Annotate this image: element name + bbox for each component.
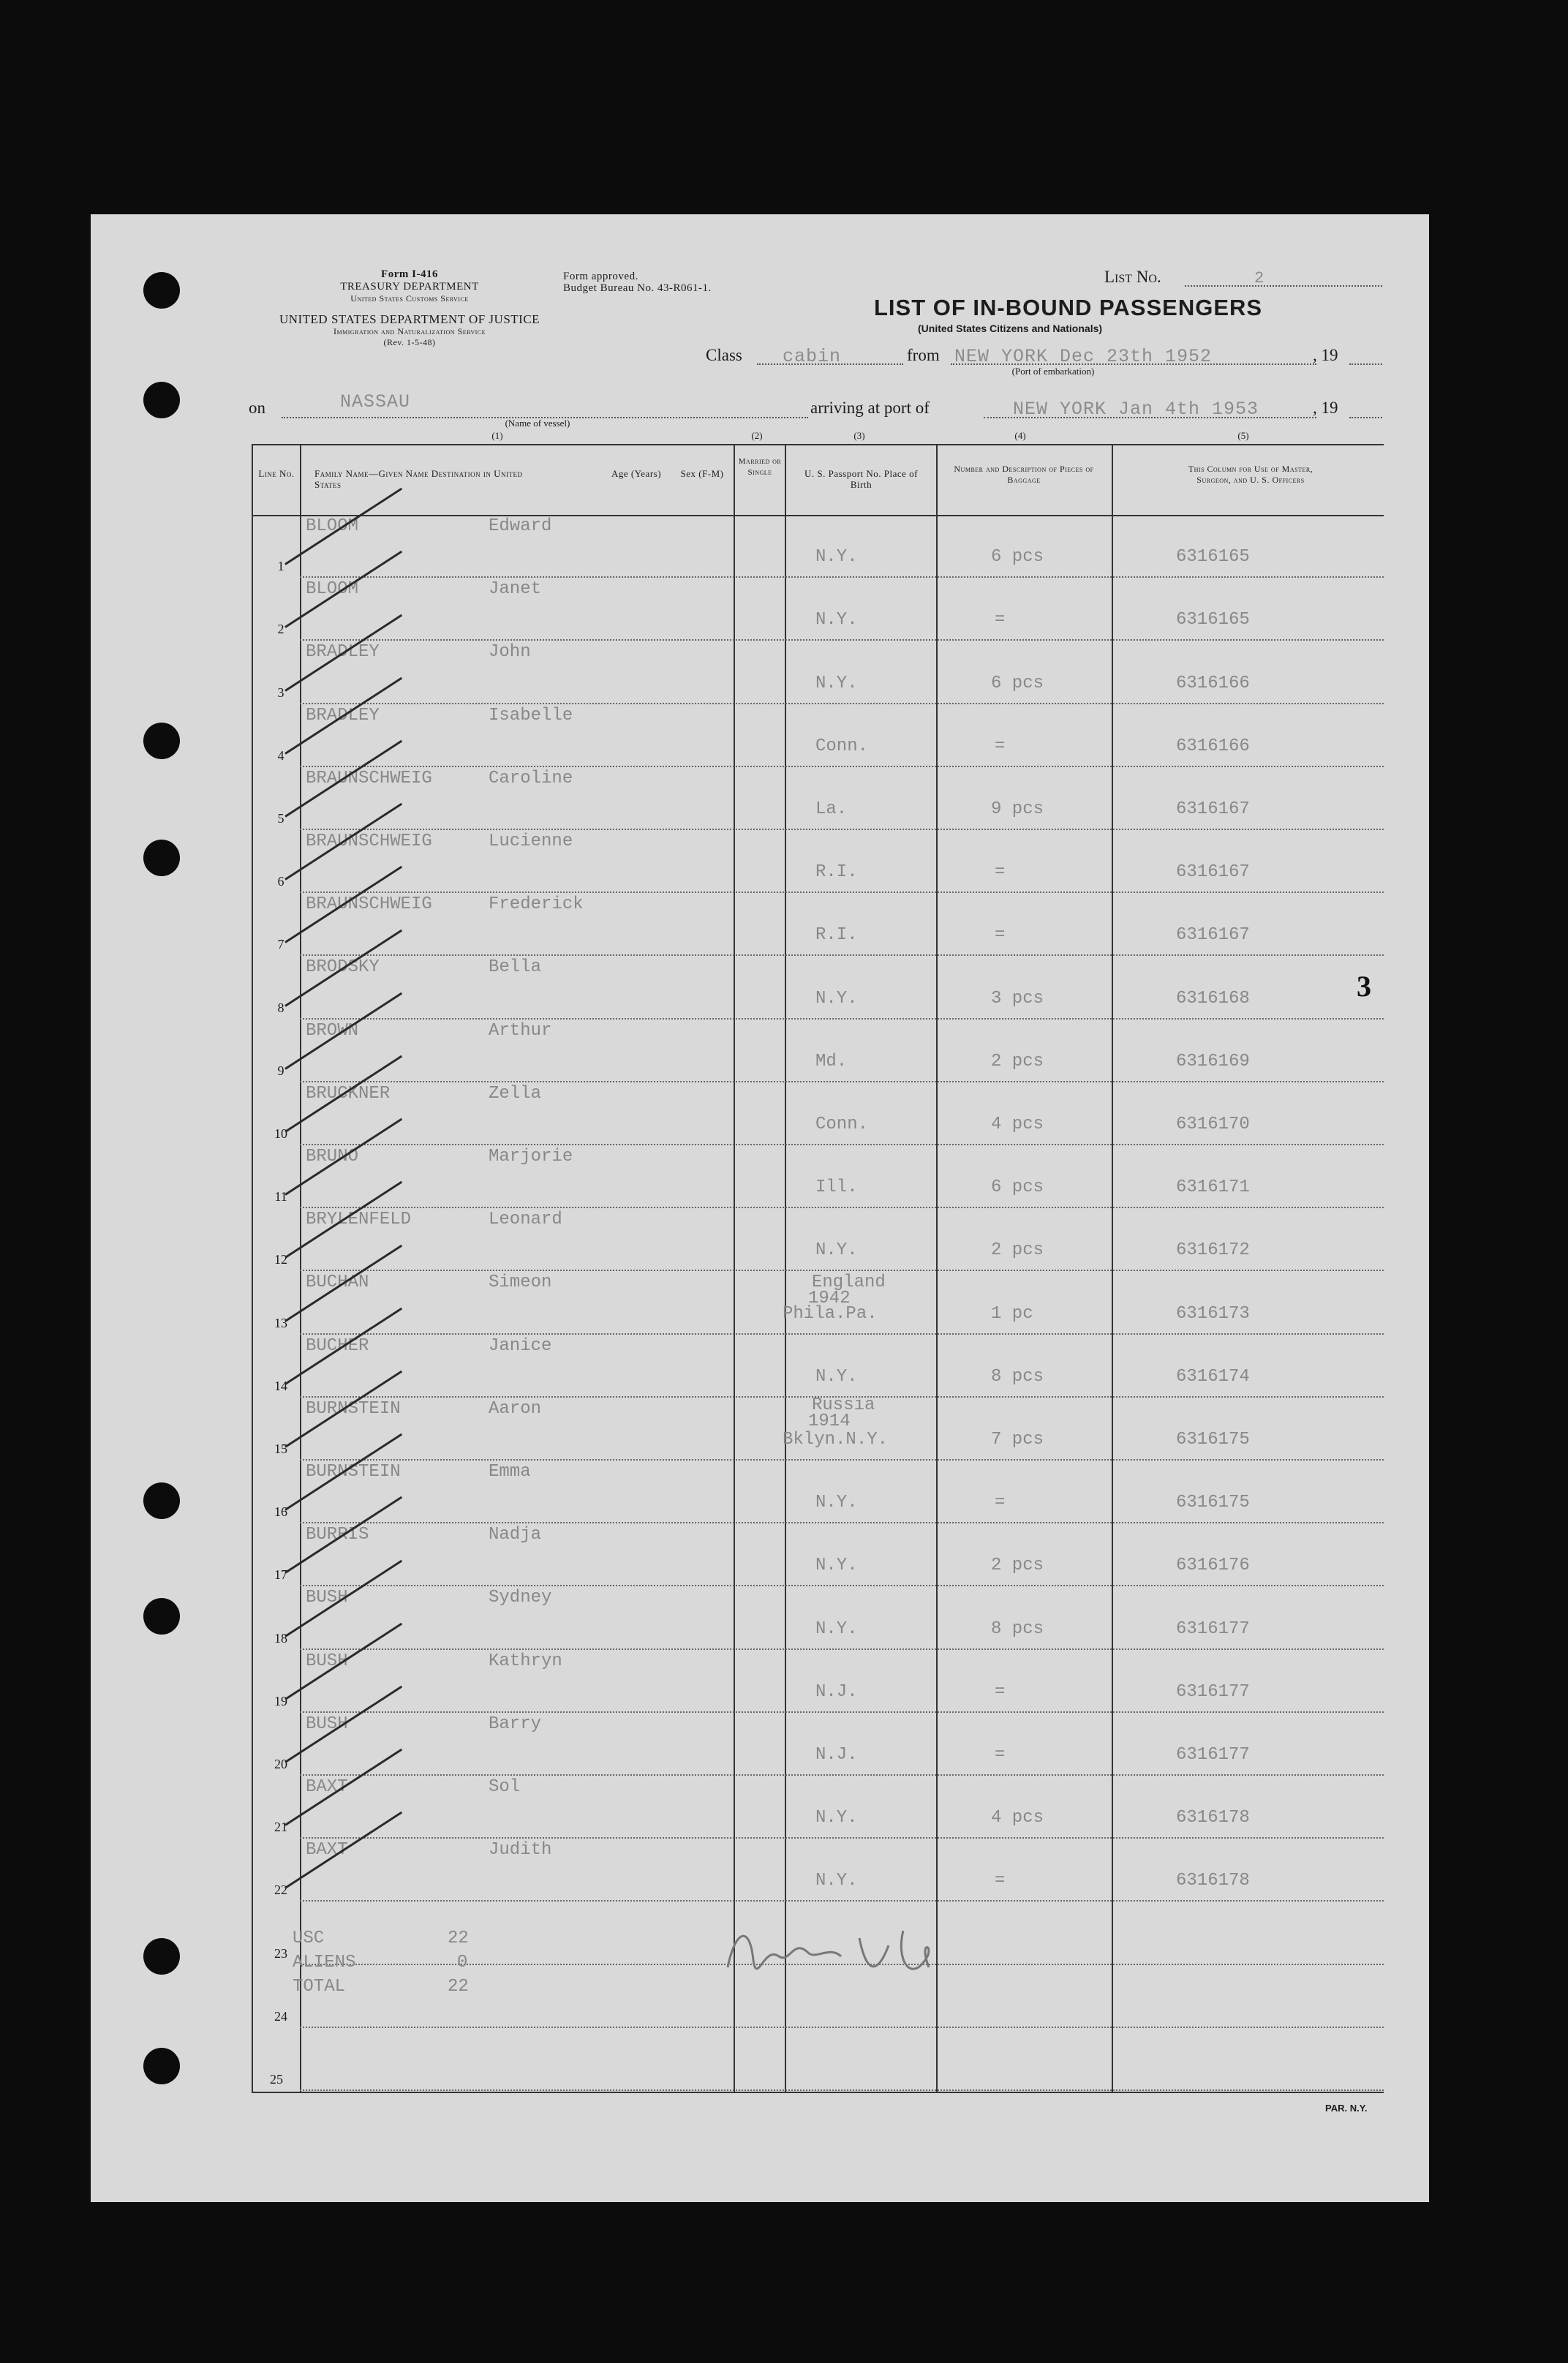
officer-number: 6316177 (1176, 1618, 1250, 1639)
line-number: 13 (274, 1315, 287, 1330)
row-divider (300, 639, 1384, 641)
col-divider (1112, 444, 1113, 2093)
baggage: = (995, 1745, 1006, 1765)
given-name: Janice (489, 1335, 552, 1356)
list-no-line (1185, 285, 1382, 287)
header-passport: U. S. Passport No. Place of Birth (804, 468, 919, 490)
footer-printer: PAR. N.Y. (1325, 2103, 1368, 2114)
arriving-value: NEW YORK Jan 4th 1953 (1013, 399, 1259, 420)
family-name: BRAUNSCHWEIG (306, 832, 432, 851)
family-name: BRAUNSCHWEIG (306, 768, 432, 788)
officer-number: 6316167 (1176, 862, 1250, 883)
totals-aliens-label: ALIENS (293, 1953, 356, 1972)
place-of-birth: La. (815, 799, 848, 819)
officer-number: 6316175 (1176, 1430, 1250, 1450)
line-number: 4 (277, 747, 284, 763)
officer-number: 6316165 (1176, 610, 1250, 630)
port-embarkation-caption: (Port of embarkation) (1011, 366, 1095, 377)
line-number: 10 (274, 1126, 287, 1141)
officer-number: 6316166 (1176, 736, 1250, 756)
place-of-birth: Conn. (815, 736, 869, 756)
family-name: BUSH (306, 1588, 348, 1608)
row-divider (300, 1774, 1384, 1776)
colnum-3: (3) (853, 430, 865, 441)
row-divider (300, 829, 1384, 830)
row-divider (300, 1081, 1384, 1082)
signature-scribble (720, 1916, 962, 1997)
row-divider (300, 703, 1384, 704)
baggage: = (995, 1871, 1006, 1891)
row-divider (300, 892, 1384, 893)
place-of-birth: N.Y. (815, 1493, 858, 1513)
vessel-caption: (Name of vessel) (505, 418, 570, 429)
place-of-birth: N.Y. (815, 1366, 858, 1387)
row-divider (300, 1648, 1384, 1650)
punch-hole (143, 1598, 180, 1635)
line-number: 12 (274, 1252, 287, 1267)
row-divider (300, 1207, 1384, 1208)
family-name: BURNSTEIN (306, 1398, 401, 1419)
row-divider (300, 766, 1384, 767)
family-name: BRAUNSCHWEIG (306, 894, 432, 915)
table-top-border (252, 444, 1384, 445)
family-name: BLOOM (306, 579, 359, 600)
place-of-birth: N.Y. (815, 547, 858, 568)
totals-usc-label: USC (293, 1929, 325, 1948)
birth-extra-england: England (812, 1273, 886, 1292)
family-name: BRUCKNER (306, 1083, 391, 1104)
family-name: BRADLEY (306, 705, 380, 726)
family-name: BAXT (306, 1840, 348, 1861)
baggage: 6 pcs (991, 547, 1044, 568)
baggage: = (995, 1493, 1006, 1513)
place-of-birth: Ill. (815, 1177, 858, 1198)
totals-total-value: 22 (448, 1977, 469, 1997)
class-label: Class (706, 346, 742, 364)
margin-number: 3 (1357, 970, 1371, 1003)
baggage: 8 pcs (991, 1618, 1044, 1639)
line-number: 5 (277, 811, 284, 826)
officer-number: 6316173 (1176, 1303, 1250, 1324)
line-number: 2 (277, 622, 284, 637)
officer-number: 6316174 (1176, 1366, 1250, 1387)
line-number: 15 (274, 1441, 287, 1456)
col-divider (785, 444, 786, 2093)
baggage: = (995, 736, 1006, 756)
form-approved: Form approved. (563, 271, 638, 282)
line-number: 16 (274, 1504, 287, 1520)
place-of-birth: Bklyn.N.Y. (783, 1430, 889, 1450)
totals-aliens-value: 0 (457, 1953, 468, 1972)
header-sex: Sex (F-M) (680, 468, 724, 479)
given-name: Arthur (489, 1020, 552, 1041)
punch-hole (143, 840, 180, 876)
punch-hole (143, 1938, 180, 1975)
baggage: 1 pc (991, 1303, 1033, 1324)
birth-extra-1942: 1942 (808, 1289, 851, 1308)
place-of-birth: Md. (815, 1051, 848, 1071)
officer-number: 6316166 (1176, 673, 1250, 693)
baggage: = (995, 1681, 1006, 1702)
family-name: BURRIS (306, 1525, 369, 1545)
punch-hole (143, 382, 180, 418)
line-number: 25 (270, 2072, 283, 2087)
officer-number: 6316178 (1176, 1871, 1250, 1891)
given-name: Leonard (489, 1210, 562, 1230)
family-name: BUCHAN (306, 1273, 369, 1293)
budget-bureau: Budget Bureau No. 43-R061-1. (563, 282, 712, 294)
customs-service: United States Customs Service (350, 293, 469, 304)
row-divider (300, 954, 1384, 956)
line-number: 3 (277, 685, 284, 700)
header-name: Family Name—Given Name Destination in United States (314, 468, 523, 490)
punch-hole (143, 723, 180, 759)
from-year-suffix: , 19 (1313, 346, 1338, 364)
line-number: 24 (274, 2008, 287, 2024)
row-divider (300, 1144, 1384, 1145)
baggage: 3 pcs (991, 988, 1044, 1009)
arriving-label: arriving at port of (810, 399, 930, 417)
baggage: 4 pcs (991, 1808, 1044, 1828)
row-divider (300, 576, 1384, 578)
row-divider (300, 1585, 1384, 1586)
officer-number: 6316165 (1176, 547, 1250, 568)
place-of-birth: Phila.Pa. (783, 1303, 878, 1324)
header-married: Married or Single (738, 457, 782, 477)
col-divider (936, 444, 938, 2093)
baggage: 8 pcs (991, 1366, 1044, 1387)
col-divider (734, 444, 735, 2093)
place-of-birth: N.Y. (815, 1871, 858, 1891)
from-label: from (907, 346, 940, 364)
officer-number: 6316176 (1176, 1556, 1250, 1576)
family-name: BRODSKY (306, 957, 380, 978)
officer-number: 6316175 (1176, 1493, 1250, 1513)
baggage: = (995, 610, 1006, 630)
header-age: Age (Years) (611, 468, 662, 479)
given-name: Frederick (489, 894, 584, 915)
totals-usc-value: 22 (448, 1929, 469, 1948)
table-header-border (252, 515, 1384, 516)
given-name: Isabelle (489, 705, 573, 726)
punch-hole (143, 2048, 180, 2084)
officer-number: 6316178 (1176, 1808, 1250, 1828)
justice-dept: UNITED STATES DEPARTMENT OF JUSTICE (279, 312, 540, 326)
given-name: Lucienne (489, 832, 573, 851)
class-value: cabin (783, 346, 842, 367)
on-label: on (249, 399, 265, 417)
given-name: Nadja (489, 1525, 542, 1545)
place-of-birth: N.Y. (815, 1556, 858, 1576)
officer-number: 6316168 (1176, 988, 1250, 1009)
family-name: BROWN (306, 1020, 359, 1041)
place-of-birth: N.J. (815, 1745, 858, 1765)
baggage: = (995, 925, 1006, 946)
form-revision: (Rev. 1-5-48) (383, 337, 436, 347)
from-year-line (1349, 363, 1382, 365)
colnum-5: (5) (1237, 430, 1249, 441)
col-divider (252, 444, 253, 2093)
from-value: NEW YORK Dec 23th 1952 (954, 346, 1213, 367)
given-name: Caroline (489, 768, 573, 788)
row-divider (300, 1018, 1384, 1020)
baggage: 9 pcs (991, 799, 1044, 819)
family-name: BUSH (306, 1714, 348, 1734)
form-title: LIST OF IN-BOUND PASSENGERS (874, 295, 1263, 320)
place-of-birth: R.I. (815, 925, 858, 946)
family-name: BRUNO (306, 1147, 359, 1167)
table-bottom-border (252, 2092, 1384, 2093)
given-name: Sol (489, 1777, 521, 1797)
arriving-year-line (1349, 417, 1382, 418)
line-number: 19 (274, 1693, 287, 1708)
line-number: 6 (277, 874, 284, 889)
form-number: Form I-416 (381, 268, 438, 280)
row-divider (300, 1711, 1384, 1713)
birth-extra-russia: Russia (812, 1395, 875, 1415)
row-divider (300, 1522, 1384, 1523)
vessel-value: NASSAU (340, 391, 411, 412)
colnum-4: (4) (1014, 430, 1026, 441)
place-of-birth: N.J. (815, 1681, 858, 1702)
line-number: 22 (274, 1883, 287, 1898)
officer-number: 6316172 (1176, 1240, 1250, 1261)
row-divider (300, 1837, 1384, 1839)
place-of-birth: R.I. (815, 862, 858, 883)
colnum-1: (1) (491, 430, 503, 441)
line-number: 20 (274, 1757, 287, 1771)
officer-number: 6316177 (1176, 1681, 1250, 1702)
place-of-birth: N.Y. (815, 988, 858, 1009)
given-name: Janet (489, 579, 542, 600)
baggage: 6 pcs (991, 1177, 1044, 1198)
birth-extra-1914: 1914 (808, 1412, 851, 1431)
line-number: 9 (277, 1063, 284, 1078)
officer-number: 6316167 (1176, 925, 1250, 946)
given-name: Aaron (489, 1398, 542, 1419)
treasury-dept: TREASURY DEPARTMENT (340, 281, 479, 293)
baggage: = (995, 862, 1006, 883)
header-line-no: Line No. (258, 468, 295, 479)
line-number: 1 (277, 559, 284, 574)
given-name: Kathryn (489, 1651, 562, 1671)
given-name: Barry (489, 1714, 542, 1734)
family-name: BURNSTEIN (306, 1462, 401, 1482)
baggage: 6 pcs (991, 673, 1044, 693)
place-of-birth: N.Y. (815, 1808, 858, 1828)
list-no-label: List No. (1104, 268, 1161, 286)
place-of-birth: N.Y. (815, 1240, 858, 1261)
family-name: BUCHER (306, 1335, 369, 1356)
place-of-birth: N.Y. (815, 673, 858, 693)
baggage: 2 pcs (991, 1240, 1044, 1261)
colnum-2: (2) (751, 430, 763, 441)
totals-total-label: TOTAL (293, 1977, 346, 1997)
form-subtitle: (United States Citizens and Nationals) (918, 323, 1103, 334)
line-number: 14 (274, 1378, 287, 1393)
officer-number: 6316167 (1176, 799, 1250, 819)
given-name: Emma (489, 1462, 531, 1482)
row-divider (300, 1459, 1384, 1461)
given-name: John (489, 642, 531, 663)
given-name: Edward (489, 516, 552, 536)
family-name: BAXT (306, 1777, 348, 1797)
row-divider (300, 1900, 1384, 1902)
row-divider (300, 1333, 1384, 1335)
header-officers: This Column for Use of Master, Surgeon, and U. S. Officers (1188, 464, 1313, 485)
officer-number: 6316169 (1176, 1051, 1250, 1071)
given-name: Simeon (489, 1273, 552, 1293)
given-name: Zella (489, 1083, 542, 1104)
line-number: 21 (274, 1820, 287, 1835)
arriving-year-suffix: , 19 (1313, 399, 1338, 417)
line-number: 11 (274, 1189, 287, 1205)
line-number: 7 (277, 937, 284, 952)
line-number: 23 (274, 1945, 287, 1961)
officer-number: 6316177 (1176, 1745, 1250, 1765)
baggage: 2 pcs (991, 1556, 1044, 1576)
baggage: 2 pcs (991, 1051, 1044, 1071)
col-divider (300, 444, 301, 2093)
place-of-birth: Conn. (815, 1115, 869, 1134)
place-of-birth: N.Y. (815, 610, 858, 630)
row-divider (300, 2027, 1384, 2028)
row-divider (300, 2089, 1384, 2091)
given-name: Judith (489, 1840, 552, 1861)
line-number: 18 (274, 1630, 287, 1646)
given-name: Bella (489, 957, 542, 978)
family-name: BRADLEY (306, 642, 380, 663)
place-of-birth: N.Y. (815, 1618, 858, 1639)
punch-hole (143, 272, 180, 309)
line-number: 8 (277, 1000, 284, 1015)
officer-number: 6316171 (1176, 1177, 1250, 1198)
baggage: 7 pcs (991, 1430, 1044, 1450)
list-no-value: 2 (1254, 269, 1265, 287)
row-divider (300, 1270, 1384, 1271)
family-name: BLOOM (306, 516, 359, 536)
punch-hole (143, 1482, 180, 1519)
family-name: BUSH (306, 1651, 348, 1671)
line-number: 17 (274, 1567, 287, 1583)
family-name: BRYLENFELD (306, 1210, 412, 1230)
ins-service: Immigration and Naturalization Service (333, 326, 486, 336)
officer-number: 6316170 (1176, 1115, 1250, 1134)
given-name: Sydney (489, 1588, 552, 1608)
given-name: Marjorie (489, 1147, 573, 1167)
header-baggage: Number and Description of Pieces of Baggage (954, 464, 1094, 485)
baggage: 4 pcs (991, 1115, 1044, 1134)
